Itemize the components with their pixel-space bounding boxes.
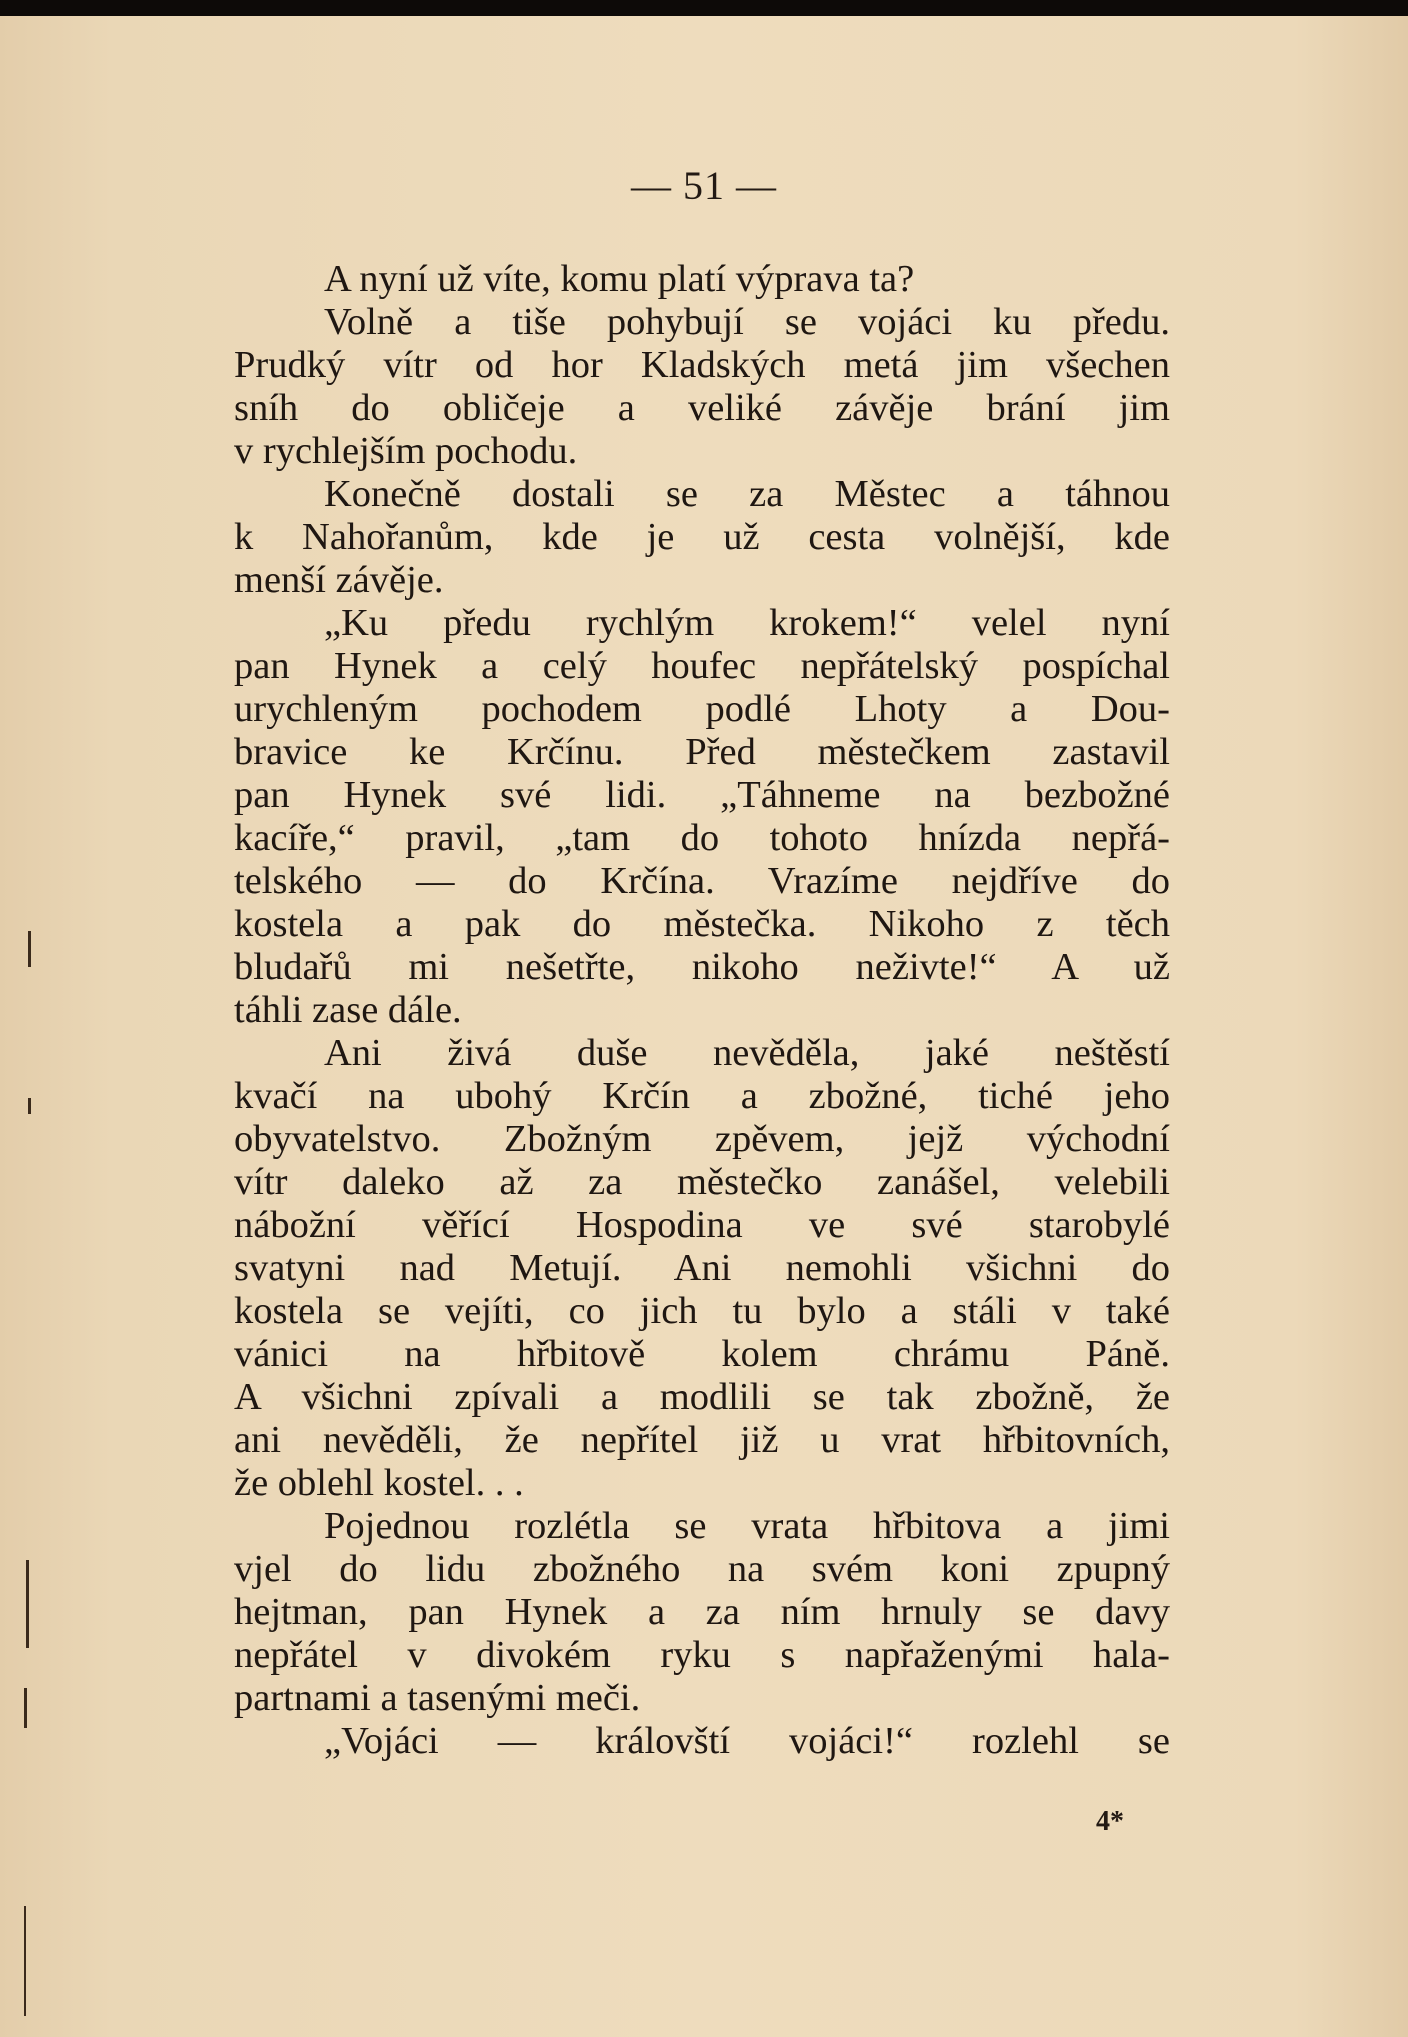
text-line: svatyni nad Metují. Ani nemohli všichni do <box>234 1247 1170 1289</box>
text-line: partnami a tasenými meči. <box>234 1677 641 1719</box>
text-line: nábožní věřící Hospodina ve své starobylé <box>234 1204 1170 1246</box>
text-line: že oblehl kostel. . . <box>234 1462 524 1504</box>
text-line: vjel do lidu zbožného na svém koni zpupný <box>234 1548 1170 1590</box>
text-line: Ani živá duše nevěděla, jaké neštěstí <box>324 1032 1170 1074</box>
book-page <box>0 16 1408 2037</box>
text-line: pan Hynek a celý houfec nepřátelský pospíchal <box>234 645 1170 687</box>
text-line: Pojednou rozlétla se vrata hřbitova a jimi <box>324 1505 1170 1547</box>
page-number: — 51 — <box>631 163 777 208</box>
text-line: nepřátel v divokém ryku s napřaženými hala- <box>234 1634 1170 1676</box>
text-line: bludařů mi nešetřte, nikoho neživte!“ A už <box>234 946 1170 988</box>
text-line: Konečně dostali se za Městec a táhnou <box>324 473 1170 515</box>
text-line: vánici na hřbitově kolem chrámu Páně. <box>234 1333 1170 1375</box>
text-line: urychleným pochodem podlé Lhoty a Dou- <box>234 688 1170 730</box>
spine-mark <box>28 931 31 967</box>
spine-mark <box>24 1906 26 2016</box>
signature-mark: 4* <box>1096 1806 1124 1837</box>
text-line: ani nevěděli, že nepřítel již u vrat hřbitovních, <box>234 1419 1170 1461</box>
text-line: bravice ke Krčínu. Před městečkem zastavil <box>234 731 1170 773</box>
text-line: kostela a pak do městečka. Nikoho z těch <box>234 903 1170 945</box>
text-line: A všichni zpívali a modlili se tak zbožně, že <box>234 1376 1170 1418</box>
text-line: v rychlejším pochodu. <box>234 430 578 472</box>
spine-mark <box>24 1688 27 1728</box>
spine-mark <box>26 1560 29 1648</box>
text-line: vítr daleko až za městečko zanášel, velebili <box>234 1161 1170 1203</box>
text-line: hejtman, pan Hynek a za ním hrnuly se davy <box>234 1591 1170 1633</box>
text-line: kostela se vejíti, co jich tu bylo a stáli v také <box>234 1290 1170 1332</box>
body-text <box>234 258 1170 1763</box>
text-line: „Vojáci — královští vojáci!“ rozlehl se <box>324 1720 1170 1762</box>
text-line: „Ku předu rychlým krokem!“ velel nyní <box>324 602 1170 644</box>
text-line: sníh do obličeje a veliké závěje brání jim <box>234 387 1170 429</box>
text-line: kacíře,“ pravil, „tam do tohoto hnízda nepřá- <box>234 817 1170 859</box>
text-line: Prudký vítr od hor Kladských metá jim všechen <box>234 344 1170 386</box>
text-line: menší závěje. <box>234 559 444 601</box>
spine-mark <box>28 1098 31 1114</box>
text-line: k Nahořanům, kde je už cesta volnější, kde <box>234 516 1170 558</box>
text-line: pan Hynek své lidi. „Táhneme na bezbožné <box>234 774 1170 816</box>
text-line: obyvatelstvo. Zbožným zpěvem, jejž východní <box>234 1118 1170 1160</box>
text-line: A nyní už víte, komu platí výprava ta? <box>324 258 915 300</box>
text-line: táhli zase dále. <box>234 989 462 1031</box>
text-line: Volně a tiše pohybují se vojáci ku předu. <box>324 301 1170 343</box>
text-line: kvačí na ubohý Krčín a zbožné, tiché jeho <box>234 1075 1170 1117</box>
text-line: telského — do Krčína. Vrazíme nejdříve do <box>234 860 1170 902</box>
